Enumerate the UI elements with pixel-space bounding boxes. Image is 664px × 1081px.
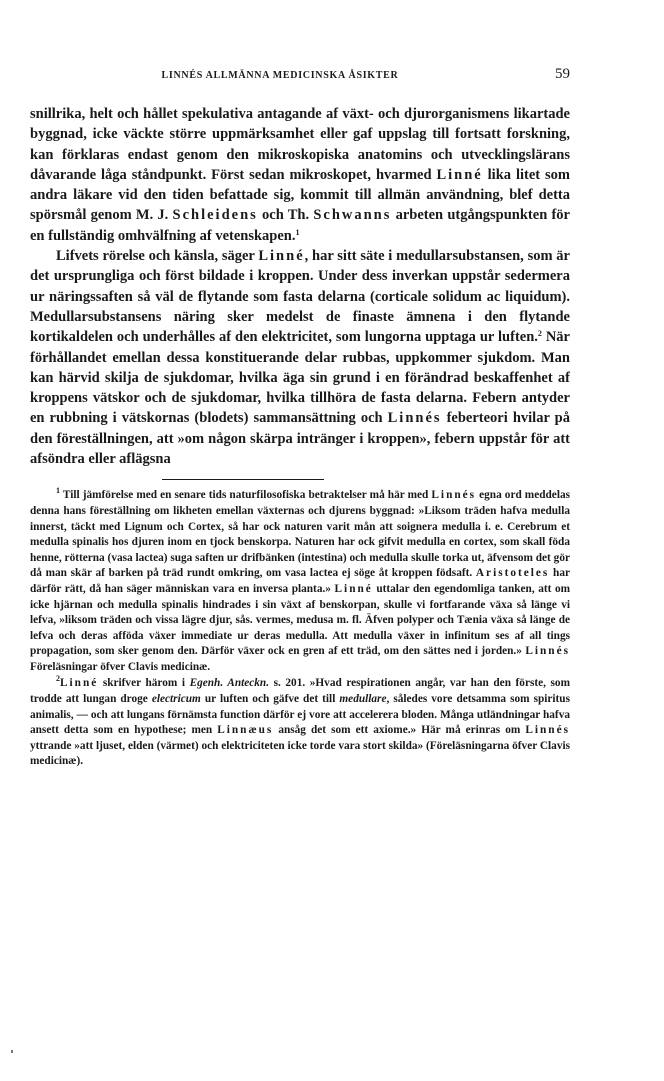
- term-electricum: electricum: [151, 693, 201, 706]
- running-head: [30, 66, 570, 88]
- term-medullare: medullare: [339, 693, 387, 706]
- name-linnes: Linnés: [431, 489, 477, 502]
- name-linnes: Linnés: [525, 645, 570, 658]
- name-linne: Linné: [258, 248, 305, 265]
- paragraph-1: snillrika, helt och hållet spekulativa antagande af växt- och djurorganismens likartade byggnad, icke väckte större uppmärksamhet eller gaf uppslag till fortsatt forskning, kan förklaras endast genom den mikroskopiska anatomins och utvecklingslärans dåvarande låga ståndpunkt. Först sedan mikroskopet, hvarmed Linné lika litet som andra läkare vid den tiden befattade sig, kommit till allmän användning, blef detta spörsmål genom M. J. Schleidens och Th. Schwanns arbeten utgångspunkten för en fullständig omhvälfning af vetenskapen.$^1$: [30, 106, 570, 244]
- margin-mark: [11, 1050, 13, 1053]
- name-linnes: Linnés: [525, 724, 570, 737]
- footnote-ref-1: 1: [295, 227, 300, 237]
- footnotes: [30, 488, 570, 770]
- name-schleiden: Schleidens: [172, 207, 258, 224]
- footnote-mark-1: 1: [56, 486, 60, 496]
- running-title: LINNÉS ALLMÄNNA MEDICINSKA ÅSIKTER: [161, 70, 399, 81]
- book-page: [30, 66, 570, 770]
- footnote-mark-2: 2: [56, 674, 60, 684]
- name-linne: Linné: [60, 677, 99, 690]
- book-title: Egenh. Anteckn.: [189, 677, 270, 690]
- paragraph-2: Lifvets rörelse och känsla, säger Linné, har sitt säte i medullarsubstansen, som är det ursprungliga och först bildade i kroppen. Under dess inverkan uppstår sedermera ur näringssaften så väl de flytande som fasta delarna (corticale solidum ac liquidum). Medullarsubstansens näring sker medelst de finaste ämnena i den flytande kortikaldelen och underhålles af den elektricitet, som lungorna upptaga ur luften.$^2$ När förhållandet emellan dessa konstituerande delar rubbas, uppkommer sjukdom. Man kan härvid skilja de sjukdomar, hvilka äga sin grund i en förändrad beskaffenhet af kroppens vätskor och de sjukdomar, hvilka tillhöra de fasta delarna. Febern antyder en rubbning i vätskornas (blodets) sammansättning och Linnés feberteori hvilar på den föreställningen, att »om någon skärpa intränger i kroppen», febern uppstår för att afsöndra eller aflägsna: [30, 248, 570, 468]
- body-text: [30, 104, 570, 469]
- footnote-2: $^2$Linné skrifver härom i Egenh. Anteckn. s. 201. »Hvad respirationen angår, var han den förste, som trodde att lungan droge electricum ur luften och gäfve det till medullare, således vore detsamma som spiritus animalis, — och att lungans förnämsta function därför ej vore att accelerera bloden. Många utländningar hafva ansett detta som en hypothese; men Linnæus ansåg det som ett axiome.» Här må erinras om Linnés yttrande »att ljuset, elden (värmet) och elektriciteten icke torde vara stort skilda» (Föreläsningarna öfver Clavis medicinæ).: [30, 674, 570, 768]
- name-schwann: Schwanns: [313, 207, 392, 224]
- page-number: 59: [555, 66, 570, 82]
- name-linne: Linné: [436, 166, 483, 183]
- footnote-divider: [162, 479, 324, 480]
- footnote-1: $^1$ Till jämförelse med en senare tids naturfilosofiska betraktelser må här med Linnés egna ord meddelas denna hans föreställning om likheten emellan växternas och djurens byggnad: »Liksom träden hafva medulla innerst, täckt med Lignum och Cortex, så har ock naturen varit mån att soignera medulla i. e. Cerebrum et medulla spinalis hos djuren inom en tjock benskorpa. Naturen har ock gifvit medulla en cortex, som skall föda henne, rötterna (vasa lactea) suga saften ur drifbänken (intestina) och medulla skulle torka ut, äfvensom det gör då man skär af barken på träd rundt omkring, om vasa lactea ej söge åt kroppen födsaft. Aristoteles har därför rätt, då han säger människan vara en inversa planta.» Linné uttalar den egendomliga tanken, att om icke hjärnan och medulla spinalis hindrades i sin växt af benskorpan, skulle vi fortfarande växa så länge vi lefva, »liksom träden och vissa lägre djur, sås. vermes, medusa m. fl. Äfven polyper och Tænia växa så länge de lefva och deras afföda växer immediate ur deras medulla. Att medulla växer in infinitum ses af all tings propagation, som sker genom den. Därför växer ock en gren af ett träd, om den sättes ned i jorden.» Linnés Föreläsningar öfver Clavis medicinæ.: [30, 486, 571, 673]
- name-aristoteles: Aristoteles: [475, 567, 550, 580]
- name-linnes: Linnés: [387, 410, 442, 427]
- name-linne: Linné: [334, 582, 373, 595]
- footnote-ref-2: 2: [537, 329, 542, 339]
- name-linnaeus: Linnæus: [217, 724, 274, 737]
